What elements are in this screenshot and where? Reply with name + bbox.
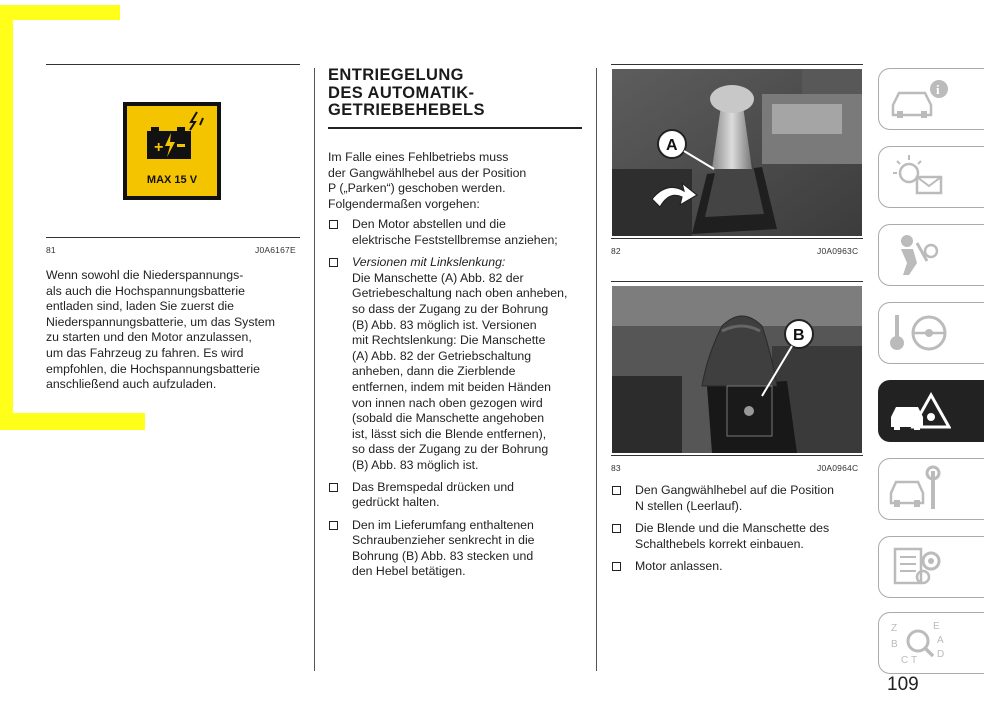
tab-safety[interactable] — [878, 224, 984, 286]
highlight-left — [0, 5, 13, 430]
figure-83-bottom-rule — [611, 455, 863, 456]
tab-starting-driving[interactable] — [878, 302, 984, 364]
tab-maintenance[interactable] — [878, 458, 984, 520]
warning-voltage-label: MAX 15 V — [146, 174, 198, 186]
safety-airbag-icon — [887, 231, 951, 279]
figure-81-number: 81 — [46, 245, 56, 255]
right-bullet-list — [611, 483, 873, 582]
figure-83-top-rule — [611, 281, 863, 282]
dashboard-lights-icon — [887, 153, 951, 201]
checkbox-bullet-icon — [612, 524, 621, 533]
key-steering-icon — [887, 309, 951, 357]
callout-a-label: A — [666, 137, 678, 154]
left-paragraph: Wenn sowohl die Niederspannungs- als auch die Hochspannungsbatterie entladen sind, laden Sie zuerst die Niederspannungsbatterie, um das System zu starten und den Motor anzulassen, um das Fahrzeug zu fahren. Es wird empfohlen, die Hochspannungsbatterie anschließend auch aufzuladen. — [46, 268, 275, 392]
figure-81-rule — [46, 237, 300, 238]
figure-83-number: 83 — [611, 463, 621, 473]
tab-emergency[interactable] — [878, 380, 984, 442]
tab-alphabetical-index[interactable] — [878, 612, 984, 674]
callout-b-label: B — [793, 327, 805, 344]
index-letter-a: A — [937, 635, 944, 646]
technical-data-icon — [887, 543, 951, 591]
maintenance-car-icon — [887, 465, 951, 513]
figure-83-photo — [612, 286, 862, 453]
list-item: Motor anlassen. — [611, 559, 873, 575]
index-letter-e: E — [933, 621, 940, 632]
checkbox-bullet-icon — [612, 562, 621, 571]
list-item: Den Gangwählhebel auf die Position N stellen (Leerlauf). — [611, 483, 873, 514]
svg-text:+: + — [154, 139, 164, 156]
column-divider-2 — [596, 68, 597, 671]
middle-bullet-list — [328, 217, 590, 587]
tab-car-info[interactable] — [878, 68, 984, 130]
column-divider-1 — [314, 68, 315, 671]
checkbox-bullet-icon — [612, 486, 621, 495]
section-heading: ENTRIEGELUNG DES AUTOMATIK- GETRIEBEHEBELS — [328, 66, 485, 119]
highlight-bottom — [0, 413, 145, 430]
list-item: Versionen mit Linkslenkung: Die Manschette (A) Abb. 82 der Getriebeschaltung nach oben anheben, so dass der Zugang zu der Bohrung (B) Abb. 83 möglich ist. Versionen mit Rechtslenkung: Die Manschette (A) Abb. 82 der Getriebschaltung anheben, dann die Zierblende entfernen, indem mit beiden Händen von innen nach oben gezogen wird (sobald die Manschette angehoben ist, lässt sich die Blende entfernen), so dass der Zugang zu der Bohrung (B) Abb. 83 möglich ist. — [328, 255, 590, 473]
checkbox-bullet-icon — [329, 483, 338, 492]
list-item: Die Blende und die Manschette des Schalthebels korrekt einbauen. — [611, 521, 873, 552]
index-letter-b: B — [891, 639, 898, 650]
tab-technical-data[interactable] — [878, 536, 984, 598]
intro-paragraph: Im Falle eines Fehlbetriebs muss der Gangwählhebel aus der Position P („Parken“) geschoben werden. Folgendermaßen vorgehen: — [328, 150, 527, 211]
heading-underline — [328, 127, 582, 129]
figure-82-top-rule — [611, 64, 863, 65]
list-item: Den Motor abstellen und die elektrische Feststellbremse anziehen; — [328, 217, 590, 248]
figure-82-code: J0A0963C — [817, 246, 859, 256]
figure-82-number: 82 — [611, 246, 621, 256]
checkbox-bullet-icon — [329, 521, 338, 530]
figure-83-code: J0A0964C — [817, 463, 859, 473]
list-item: Den im Lieferumfang enthaltenen Schraubenzieher senkrecht in die Bohrung (B) Abb. 83 stecken und den Hebel betätigen. — [328, 518, 590, 580]
figure-82-photo — [612, 69, 862, 236]
battery-icon — [127, 106, 217, 168]
car-info-icon — [887, 75, 951, 123]
checkbox-bullet-icon — [329, 220, 338, 229]
list-item: Das Bremspedal drücken und gedrückt halten. — [328, 480, 590, 511]
page-number: 109 — [887, 674, 919, 695]
left-top-rule — [46, 64, 300, 65]
tab-dashboard-lights[interactable] — [878, 146, 984, 208]
index-letter-z: Z — [891, 623, 898, 634]
index-letter-c: C — [901, 655, 909, 666]
alphabetical-index-icon — [887, 617, 951, 669]
emergency-car-icon — [887, 387, 951, 435]
battery-warning-label — [123, 102, 221, 200]
index-letter-t: T — [911, 655, 918, 666]
svg-text:i: i — [936, 82, 940, 97]
figure-81-code: J0A6167E — [255, 245, 296, 255]
highlight-top — [0, 5, 120, 20]
figure-82-bottom-rule — [611, 238, 863, 239]
checkbox-bullet-icon — [329, 258, 338, 267]
index-letter-d: D — [937, 649, 945, 660]
